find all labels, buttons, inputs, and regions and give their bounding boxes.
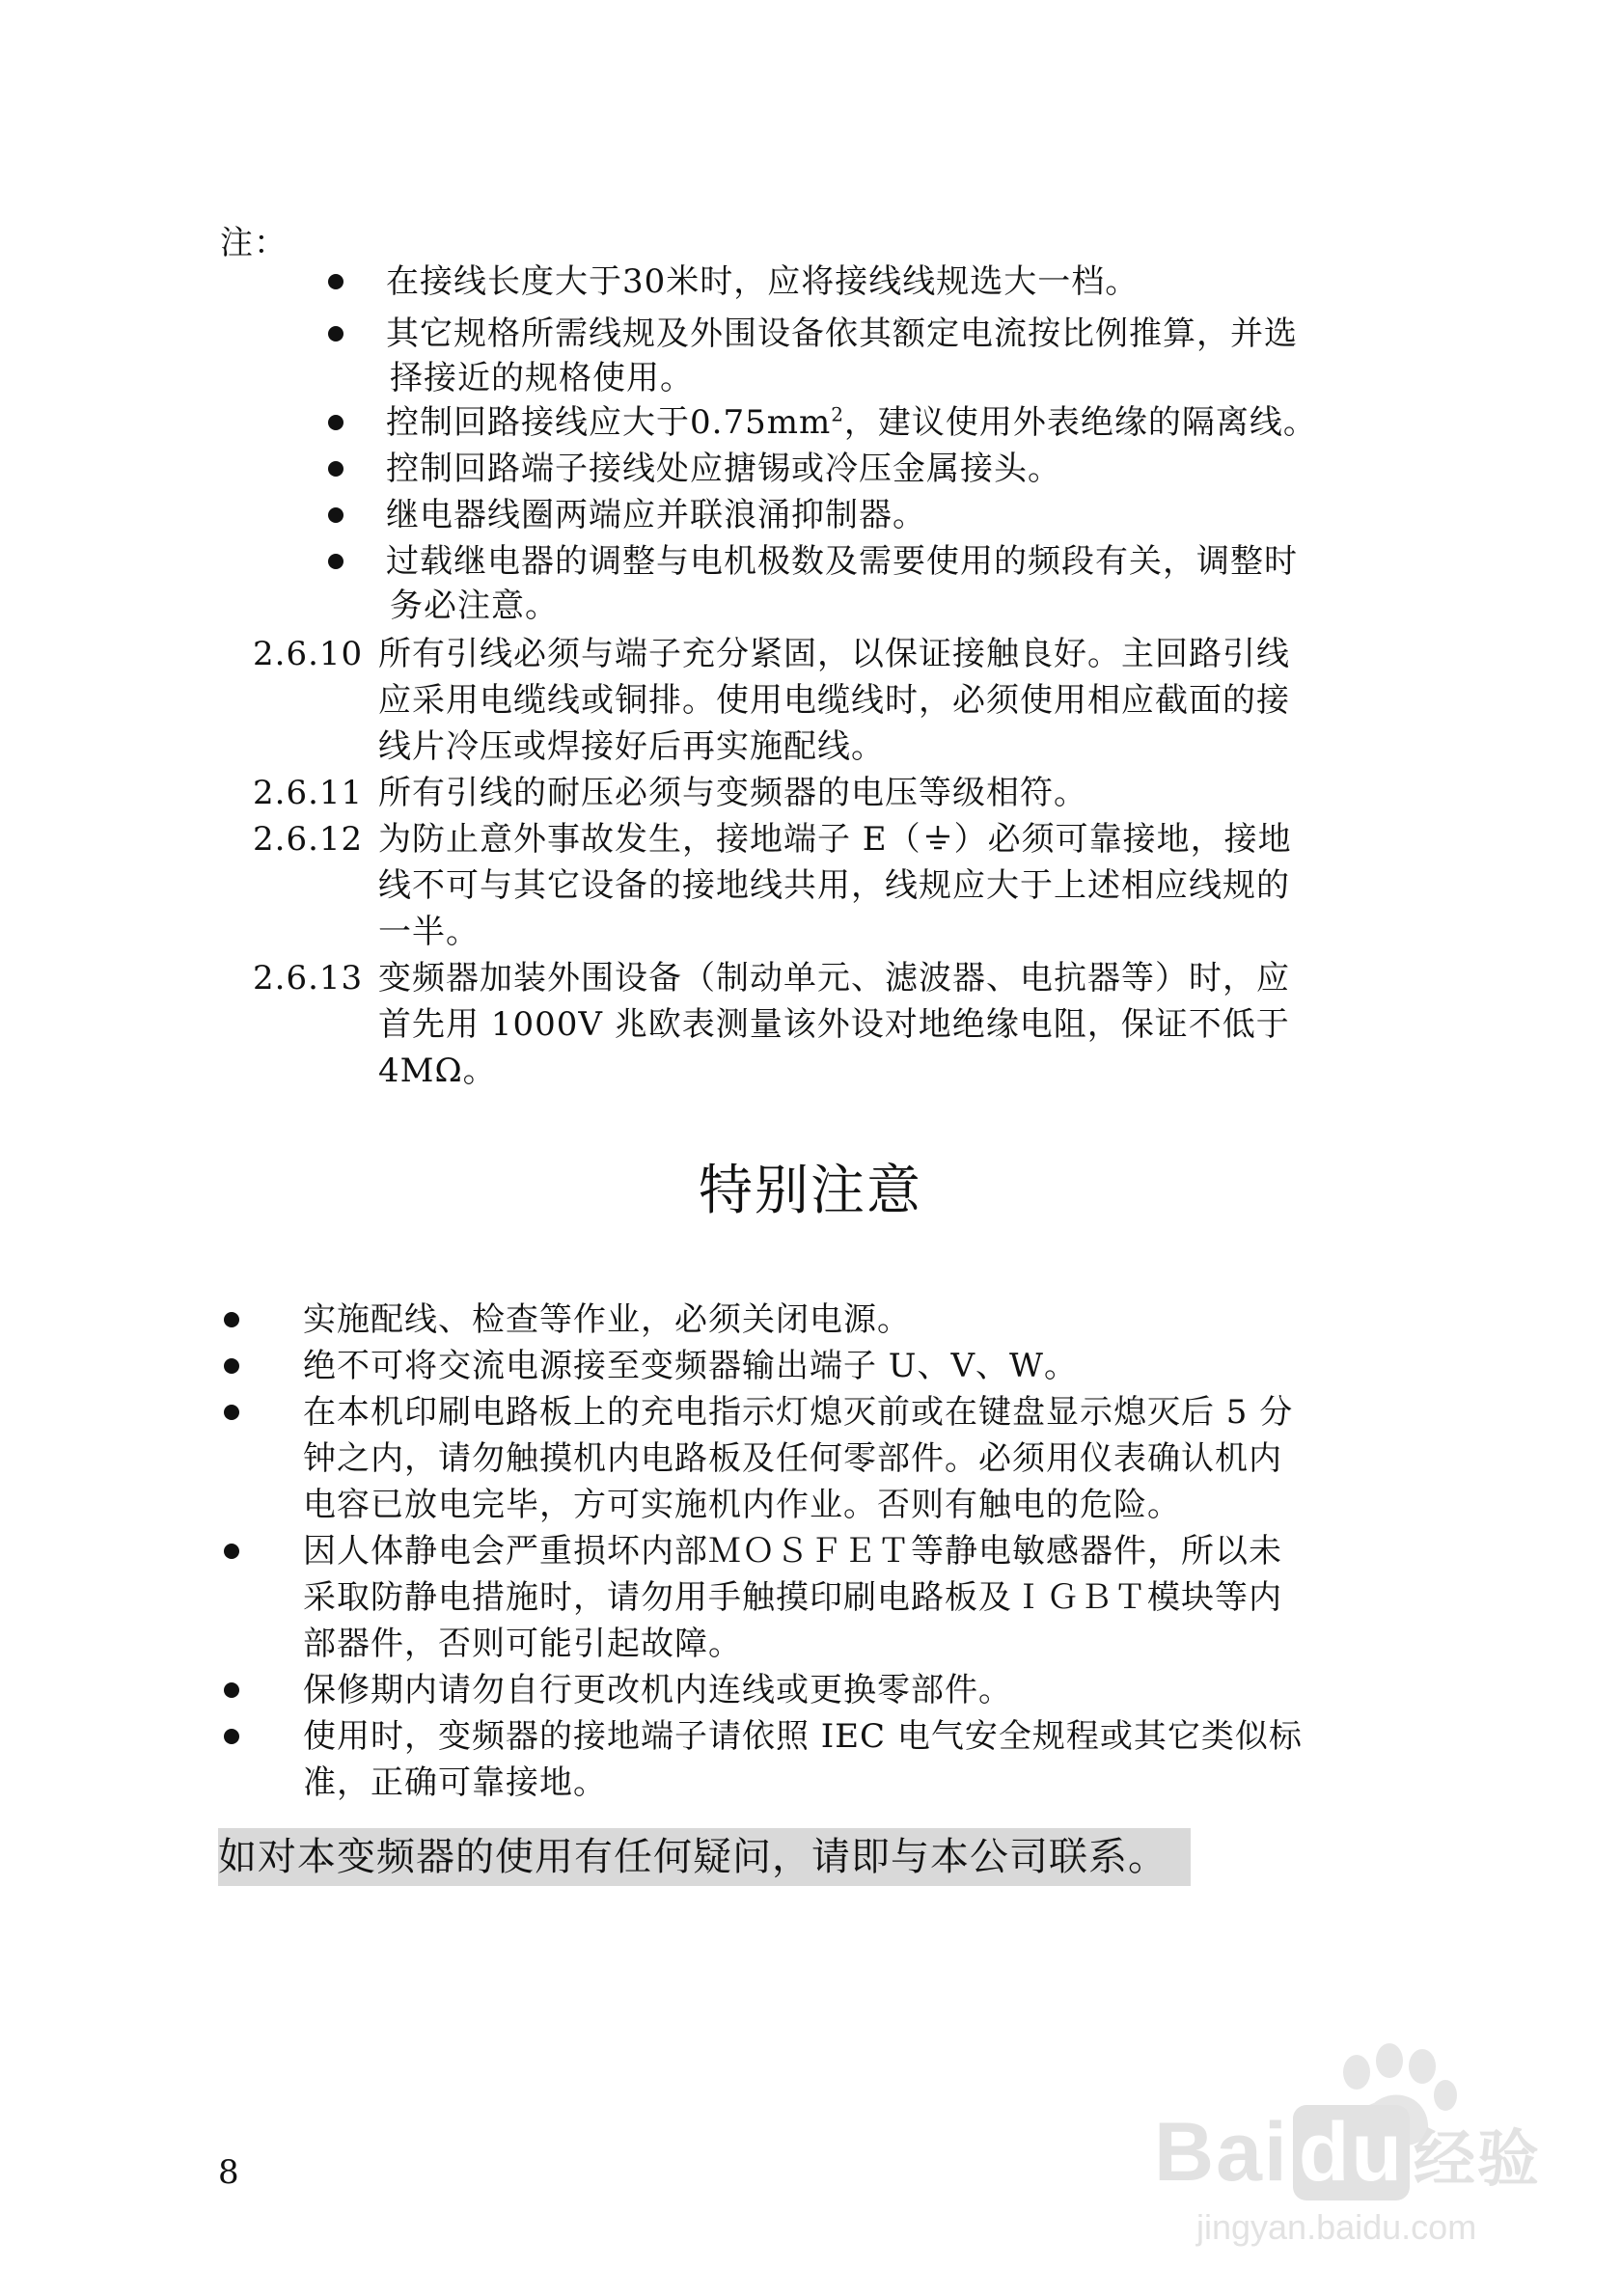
bullet-dot [224, 1544, 239, 1559]
section-line: 所有引线的耐压必须与变频器的电压等级相符。 [378, 774, 1087, 812]
section-text: ）必须可靠接地，接地 [953, 820, 1292, 859]
section-line: 线片冷压或焊接好后再实施配线。 [378, 727, 885, 766]
section-text: 为防止意外事故发生，接地端子 E（ [378, 820, 921, 859]
special-item-6-line-1: 使用时，变频器的接地端子请依照 IEC 电气安全规程或其它类似标 [303, 1717, 1303, 1756]
section-line: 应采用电缆线或铜排。使用电缆线时，必须使用相应截面的接 [378, 681, 1290, 720]
bullet-dot [224, 1729, 239, 1744]
special-item-4-line-3: 部器件，否则可能引起故障。 [303, 1625, 742, 1663]
superscript: 2 [831, 402, 844, 426]
note-bullet-3-text-b: ，建议使用外表绝缘的隔离线。 [843, 403, 1317, 442]
section-line: 所有引线必须与端子充分紧固，以保证接触良好。主回路引线 [378, 635, 1290, 673]
special-item-4-line-1: 因人体静电会严重损坏内部ＭＯＳＦＥＴ等静电敏感器件，所以未 [303, 1532, 1282, 1571]
bullet-dot [328, 415, 343, 430]
special-item-1: 实施配线、检查等作业，必须关闭电源。 [303, 1300, 911, 1339]
section-line: 一半。 [378, 913, 480, 951]
page-number: 8 [218, 2153, 239, 2192]
watermark-brand: Bai [1154, 2106, 1289, 2199]
special-item-3-line-1: 在本机印刷电路板上的充电指示灯熄灭前或在键盘显示熄灭后 5 分 [303, 1393, 1294, 1432]
bullet-dot [224, 1312, 239, 1327]
section-line [378, 816, 1292, 862]
watermark-url: jingyan.baidu.com [1196, 2207, 1477, 2247]
note-bullet-2-line-2: 择接近的规格使用。 [390, 359, 694, 397]
note-bullet-1: 在接线长度大于30米时，应将接线线规选大一档。 [386, 262, 1140, 301]
note-bullet-6-line-2: 务必注意。 [390, 587, 559, 625]
special-item-3-line-2: 钟之内，请勿触摸机内电路板及任何零部件。必须用仪表确认机内 [303, 1439, 1282, 1478]
special-item-6-line-2: 准，正确可靠接地。 [303, 1763, 607, 1802]
section-number: 2.6.12 [253, 820, 364, 859]
ground-symbol-icon [921, 822, 954, 855]
section-line: 变频器加装外围设备（制动单元、滤波器、电抗器等）时，应 [378, 959, 1290, 998]
note-bullet-6-line-1: 过载继电器的调整与电机极数及需要使用的频段有关，调整时 [386, 542, 1298, 581]
watermark-suffix: 经验 [1413, 2124, 1541, 2196]
note-bullet-2-line-1: 其它规格所需线规及外围设备依其额定电流按比例推算，并选 [386, 314, 1298, 353]
note-bullet-4: 控制回路端子接线处应搪锡或冷压金属接头。 [386, 450, 1061, 488]
section-line: 4MΩ。 [378, 1052, 497, 1090]
note-bullet-3 [386, 399, 1317, 446]
bullet-dot [224, 1405, 239, 1420]
bullet-dot [328, 554, 343, 569]
watermark-brand-du: du [1293, 2105, 1410, 2200]
special-item-2: 绝不可将交流电源接至变频器输出端子 U、V、W。 [303, 1347, 1078, 1385]
notes-label: 注： [220, 224, 288, 262]
bullet-dot [224, 1358, 239, 1374]
contact-note: 如对本变频器的使用有任何疑问，请即与本公司联系。 [218, 1828, 1191, 1886]
bullet-dot [328, 274, 343, 289]
bullet-dot [328, 507, 343, 523]
special-item-5: 保修期内请勿自行更改机内连线或更换零部件。 [303, 1671, 1012, 1709]
section-line: 首先用 1000V 兆欧表测量该外设对地绝缘电阻，保证不低于 [378, 1005, 1290, 1044]
section-line: 线不可与其它设备的接地线共用，线规应大于上述相应线规的 [378, 866, 1290, 905]
bullet-dot [328, 326, 343, 342]
bullet-dot [224, 1682, 239, 1698]
bullet-dot [328, 461, 343, 477]
special-notice-title: 特别注意 [699, 1160, 922, 1222]
baidu-watermark [1154, 2036, 1540, 2267]
note-bullet-5: 继电器线圈两端应并联浪涌抑制器。 [386, 496, 926, 534]
section-number: 2.6.10 [253, 635, 364, 673]
section-number: 2.6.11 [253, 774, 364, 812]
special-item-4-line-2: 采取防静电措施时，请勿用手触摸印刷电路板及ＩＧＢＴ模块等内 [303, 1578, 1282, 1617]
section-number: 2.6.13 [253, 959, 364, 998]
special-item-3-line-3: 电容已放电完毕，方可实施机内作业。否则有触电的危险。 [303, 1486, 1181, 1524]
note-bullet-3-text-a: 控制回路接线应大于0.75mm [386, 403, 832, 442]
